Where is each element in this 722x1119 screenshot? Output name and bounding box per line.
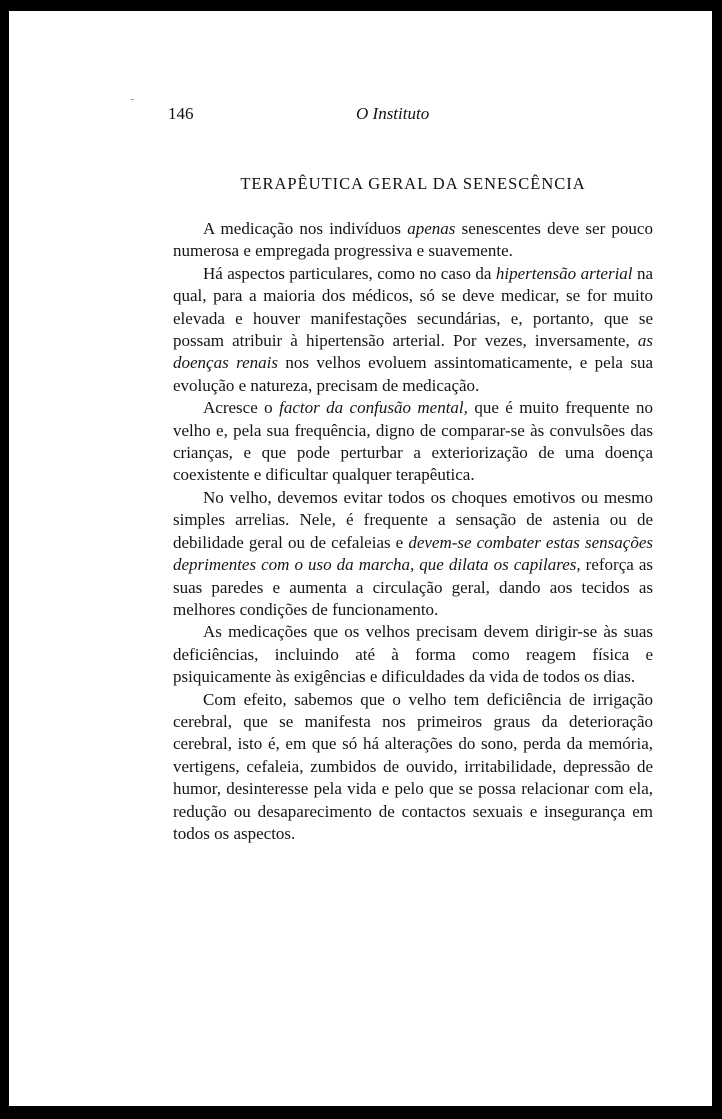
paragraph — [173, 621, 653, 688]
paragraph — [173, 263, 653, 397]
paragraph — [173, 397, 653, 487]
text-run: que é muito frequente no velho e, pela sua frequência, digno de comparar-se às convulsões das crianças, e que pode perturbar a exteriorização de uma doença coexistente e dificultar qualquer terapêutica. — [173, 398, 653, 485]
italic-text: factor da confusão mental, — [279, 398, 468, 418]
text-run: reforça as suas paredes e aumenta a circulação geral, dando aos tecidos as melhores condições de funcionamento. — [173, 555, 653, 619]
text-run: As medicações que os velhos precisam devem dirigir-se às suas deficiências, incluindo até à forma como reagem física e psiquicamente às exigências e dificuldades da vida de todos os dias. — [173, 622, 653, 687]
article-body — [173, 218, 653, 845]
italic-text: apenas — [407, 219, 456, 238]
margin-mark — [131, 99, 134, 100]
italic-text: devem-se combater estas sensações deprimentes com o uso da marcha, que dilata os capilares, — [173, 532, 653, 575]
journal-title: O Instituto — [356, 104, 430, 123]
text-run: nos velhos evoluem assintomaticamente, e pela sua evolução e natureza, precisam de medicação. — [173, 353, 654, 395]
paragraph — [173, 689, 653, 846]
italic-text: as doenças renais — [173, 331, 653, 373]
text-run: A medicação nos indivíduos — [203, 219, 408, 238]
article-heading: TERAPÊUTICA GERAL DA SENESCÊNCIA — [240, 174, 586, 193]
text-run: Acresce o — [203, 398, 280, 418]
text-run: No velho, devemos evitar todos os choques emotivos ou mesmo simples arrelias. Nele, é frequente a sensação de astenia ou de debilidade geral ou de cefaleias e — [173, 487, 653, 552]
page-number: 146 — [168, 104, 194, 123]
text-run: Há aspectos particulares, como no caso da — [203, 263, 496, 283]
paragraph — [173, 218, 653, 263]
text-run: Com efeito, sabemos que o velho tem deficiência de irrigação cerebral, que se manifesta nos primeiros graus da deterioração cerebral, isto é, em que só há alterações do sono, perda da memória, vertigens, cefaleia, zumbidos de ouvido, irritabilidade, depressão de humor, desinteresse pela vida e pelo que se possa relacionar com ela, redução ou desaparecimento de contactos sexuais e insegurança em todos os aspectos. — [173, 689, 653, 843]
text-run: senescentes deve ser pouco numerosa e empregada progressiva e suavemente. — [173, 219, 653, 261]
paragraph — [173, 487, 653, 621]
text-run: na qual, para a maioria dos médicos, só se deve medicar, se for muito elevada e houver manifestações secundárias, e, portanto, que se possam atribuir à hipertensão arterial. Por vezes, inversamente, — [173, 263, 653, 351]
scanned-page — [9, 11, 712, 1106]
italic-text: hipertensão arterial — [495, 263, 633, 283]
